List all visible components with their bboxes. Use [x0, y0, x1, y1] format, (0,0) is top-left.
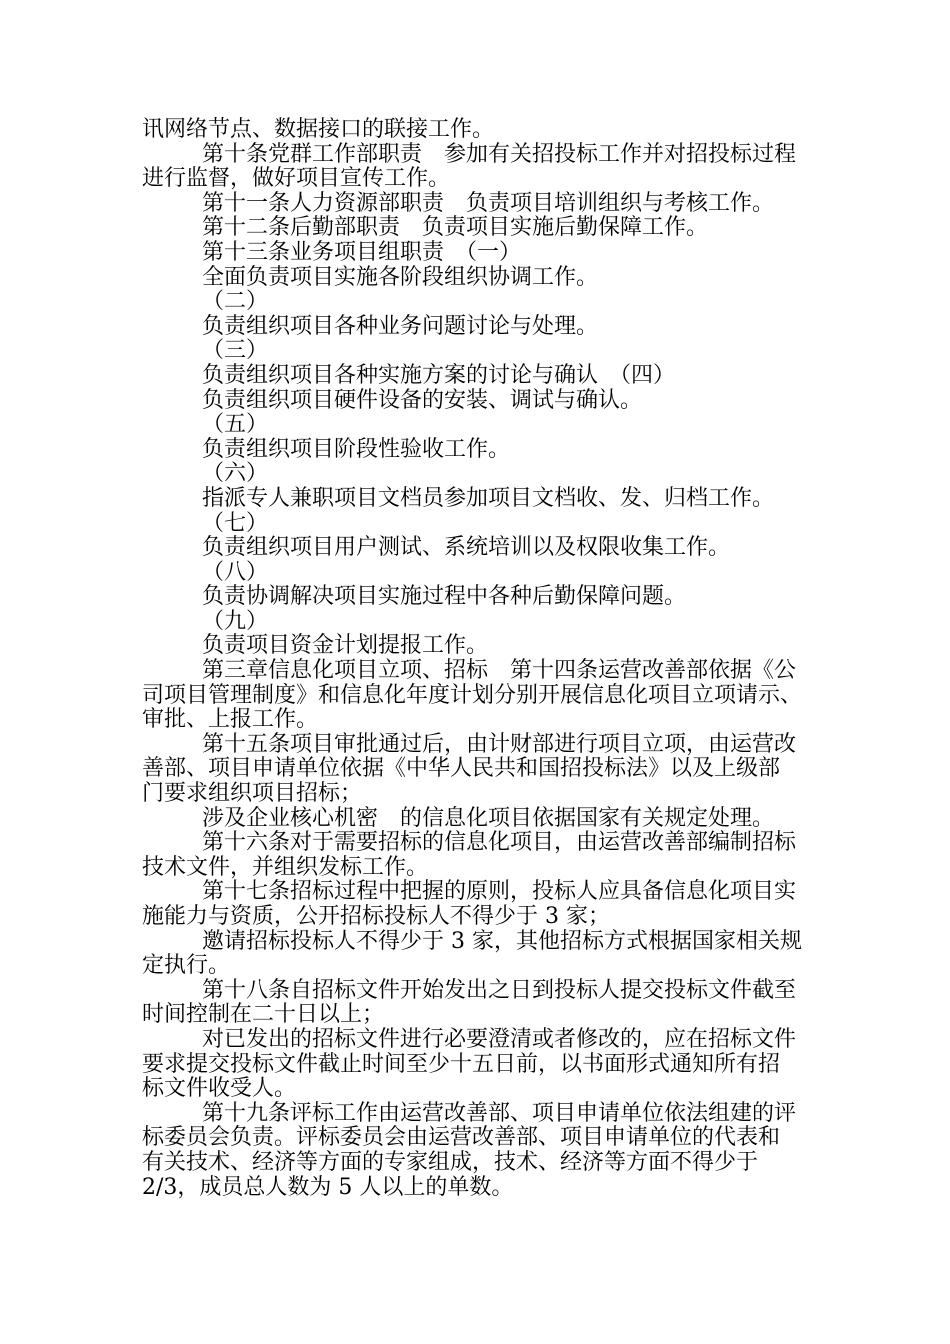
text-line: 定执行。 [142, 953, 231, 979]
text-line: 负责项目资金计划提报工作。 [202, 633, 489, 659]
text-line: 司项目管理制度》和信息化年度计划分别开展信息化项目立项请示、 [142, 682, 803, 708]
text-line: 全面负责项目实施各阶段组织协调工作。 [202, 264, 599, 290]
text-line: 第十六条对于需要招标的信息化项目，由运营改善部编制招标 [202, 830, 797, 856]
text-line: 要求提交投标文件截止时间至少十五日前，以书面形式通知所有招 [142, 1051, 781, 1077]
text-line: 第三章信息化项目立项、招标 第十四条运营改善部依据《公 [202, 658, 797, 684]
text-line: 负责组织项目用户测试、系统培训以及权限收集工作。 [202, 535, 731, 561]
text-line: 对已发出的招标文件进行必要澄清或者修改的，应在招标文件 [202, 1026, 797, 1052]
text-line: 第十二条后勤部职责 负责项目实施后勤保障工作。 [202, 215, 709, 241]
text-line: （八） [202, 559, 269, 585]
text-line: 时间控制在二十日以上； [142, 1002, 385, 1028]
text-line: 邀请招标投标人不得少于 3 家，其他招标方式根据国家相关规 [202, 928, 802, 954]
text-line: 标委员会负责。评标委员会由运营改善部、项目申请单位的代表和 [142, 1125, 781, 1151]
text-line: 施能力与资质，公开招标投标人不得少于 3 家； [142, 904, 610, 929]
text-line: 负责组织项目各种实施方案的讨论与确认 （四） [202, 362, 676, 388]
text-line: 善部、项目申请单位依据《中华人民共和国招投标法》以及上级部 [142, 756, 781, 782]
text-line: 标文件收受人。 [142, 1076, 297, 1102]
text-line: （三） [202, 338, 269, 364]
text-line: （五） [202, 412, 269, 438]
text-line: 负责组织项目各种业务问题讨论与处理。 [202, 313, 599, 339]
text-line: （七） [202, 510, 269, 536]
text-line: 第十条党群工作部职责 参加有关招投标工作并对招投标过程 [202, 141, 797, 167]
text-line: 负责协调解决项目实施过程中各种后勤保障问题。 [202, 584, 687, 610]
text-line: 讯网络节点、数据接口的联接工作。 [142, 117, 495, 142]
text-line: 有关技术、经济等方面的专家组成，技术、经济等方面不得少于 [142, 1149, 759, 1175]
text-line: （九） [202, 608, 269, 634]
text-line: 第十七条招标过程中把握的原则，投标人应具备信息化项目实 [202, 879, 797, 905]
document-body [142, 118, 832, 1200]
text-line: 涉及企业核心机密 的信息化项目依据国家有关规定处理。 [202, 805, 775, 831]
text-line: 指派专人兼职项目文档员参加项目文档收、发、归档工作。 [202, 485, 775, 511]
text-line: 第十九条评标工作由运营改善部、项目申请单位依法组建的评 [202, 1100, 797, 1126]
text-line: （六） [202, 461, 269, 487]
text-line: 第十三条业务项目组职责 （一） [202, 239, 522, 265]
text-line: 负责组织项目阶段性验收工作。 [202, 436, 511, 462]
text-line: 第十五条项目审批通过后，由计财部进行项目立项，由运营改 [202, 731, 797, 757]
text-line: 2/3，成员总人数为 5 人以上的单数。 [142, 1174, 514, 1200]
text-line: 第十八条自招标文件开始发出之日到投标人提交投标文件截至 [202, 977, 797, 1003]
text-line: 门要求组织项目招标； [142, 781, 363, 807]
text-line: 进行监督，做好项目宣传工作。 [142, 166, 451, 192]
text-line: （二） [202, 289, 269, 315]
text-line: 第十一条人力资源部职责 负责项目培训组织与考核工作。 [202, 190, 775, 216]
text-line: 审批、上报工作。 [142, 707, 319, 733]
text-line: 负责组织项目硬件设备的安装、调试与确认。 [202, 387, 643, 413]
text-line: 技术文件，并组织发标工作。 [142, 854, 429, 880]
